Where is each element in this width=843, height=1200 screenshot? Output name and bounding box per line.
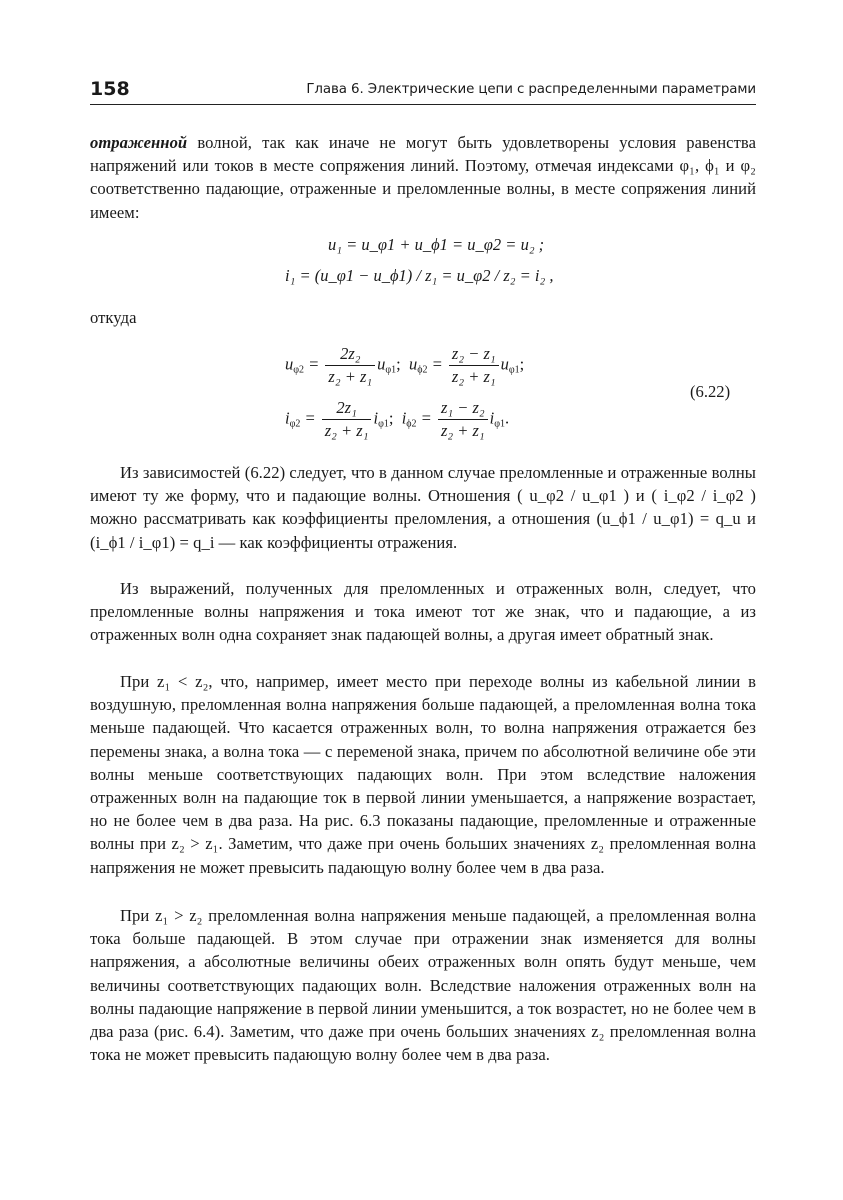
paragraph-1-text: волной, так как иначе не могут быть удовлетворены условия равенства напряжений или токов в месте сопряжения линий. Поэтому, отмечая индексами φ₁, ϕ₁ и φ₂ соответственно падающие, отраженные и преломленные волны, в месте сопряжения линий имеем: [90,133,756,222]
fraction-refracted-voltage: $\frac{\text{2z₂}}{\text{z₂ + z₁}}$ [325,344,375,387]
fraction-refracted-current: $\frac{\text{2z₁}}{\text{z₂ + z₁}}$ [322,398,372,441]
paragraph-2-text: Из зависимостей (6.22) следует, что в данном случае преломленные и отраженные волны имеют ту же форму, что и падающие волны. Отношения ( u_φ2 / u_φ1 ) и ( i_φ2 / i_φ2 ) можно рассматривать как коэффициенты преломления, а отношения (u_ϕ1 / u_φ1) = q_u и (i_ϕ1 / i_φ1) = q_i — как коэффициенты отражения. [90,463,756,552]
emphasis-word: отраженной [90,133,188,152]
fraction-reflected-current: $\frac{\text{z₁ − z₂}}{\text{z₂ + z₁}}$ [438,398,488,441]
paragraph-4-text: При z₁ < z₂, что, например, имеет место при переходе волны из кабельной линии в воздушную, преломленная волна напряжения больше падающей, а преломленная волна тока меньше падающей. Что касается отраженных волн, то волна напряжения отражается без перемены знака, а волна тока — с переменой знака, причем по абсолютной величине обе эти волны меньше соответствующих падающих волн. При этом вследствие наложения отраженных волн на падающие ток в первой линии уменьшается, а напряжение возрастает, но не более чем в два раза. На рис. 6.3 показаны падающие, преломленные и отраженные волны при z₂ > z₁. Заметим, что даже при очень больших значениях z₂ преломленная волна напряжения не может превысить падающую волну более чем в два раза. [90,672,756,877]
paragraph-2 [90,461,756,554]
equation-current-continuity: i₁ = (u_φ1 − u_ϕ1) / z₁ = u_φ2 / z₂ = i₂ , [285,266,554,285]
equation-voltage-continuity: u₁ = u_φ1 + u_ϕ1 = u_φ2 = u₂ ; [328,235,545,254]
connector-word: откуда [90,308,137,327]
paragraph-5 [90,904,756,1066]
page-header [90,78,756,105]
paragraph-5-text: При z₁ > z₂ преломленная волна напряжения меньше падающей, а преломленная волна тока больше падающей. В этом случае при отражении знак изменяется для волны напряжения, а абсолютные величины обеих отраженных волн опять будут меньше, чем величины соответствующих падающих волн. Вследствие наложения отраженных волн на волны падающие напряжение в первой линии уменьшится, а ток возрастет, но не более чем в два раза (рис. 6.4). Заметим, что даже при очень больших значениях z₂ преломленная волна тока не может превысить падающую волну более чем в два раза. [90,906,756,1065]
paragraph-3-text: Из выражений, полученных для преломленных и отраженных волн, следует, что преломленные волны напряжения и тока имеют тот же знак, что и падающие, а из отраженных волн одна сохраняет знак падающей волны, а другая имеет обратный знак. [90,579,756,645]
paragraph-4 [90,670,756,879]
page-number: 158 [90,78,130,100]
running-title: Глава 6. Электрические цепи с распределенными параметрами [306,82,756,97]
paragraph-3 [90,577,756,647]
fraction-reflected-voltage: $\frac{\text{z₂ − z₁}}{\text{z₂ + z₁}}$ [449,344,499,387]
equation-622-voltage: $u_{\varphi 2}$ = $\frac{\text{2z₂}}{\text{z₂ + z₁}}$ $u_{\varphi 1}$; $u_{\phi 2}$ = $\frac{\text{z₂ − z₁}}{\text{z₂ + z₁}}$ $u_{\varphi 1}$; [285,344,525,386]
connector-word-block [90,306,756,329]
paragraph-1 [90,131,756,224]
equation-number: (6.22) [690,382,731,401]
equation-622-current: $i_{\varphi 2}$ = $\frac{\text{2z₁}}{\text{z₂ + z₁}}$ $i_{\varphi 1}$; $i_{\phi 2}$ = $\frac{\text{z₁ − z₂}}{\text{z₂ + z₁}}$ $i_{\varphi 1}$. [285,398,510,440]
